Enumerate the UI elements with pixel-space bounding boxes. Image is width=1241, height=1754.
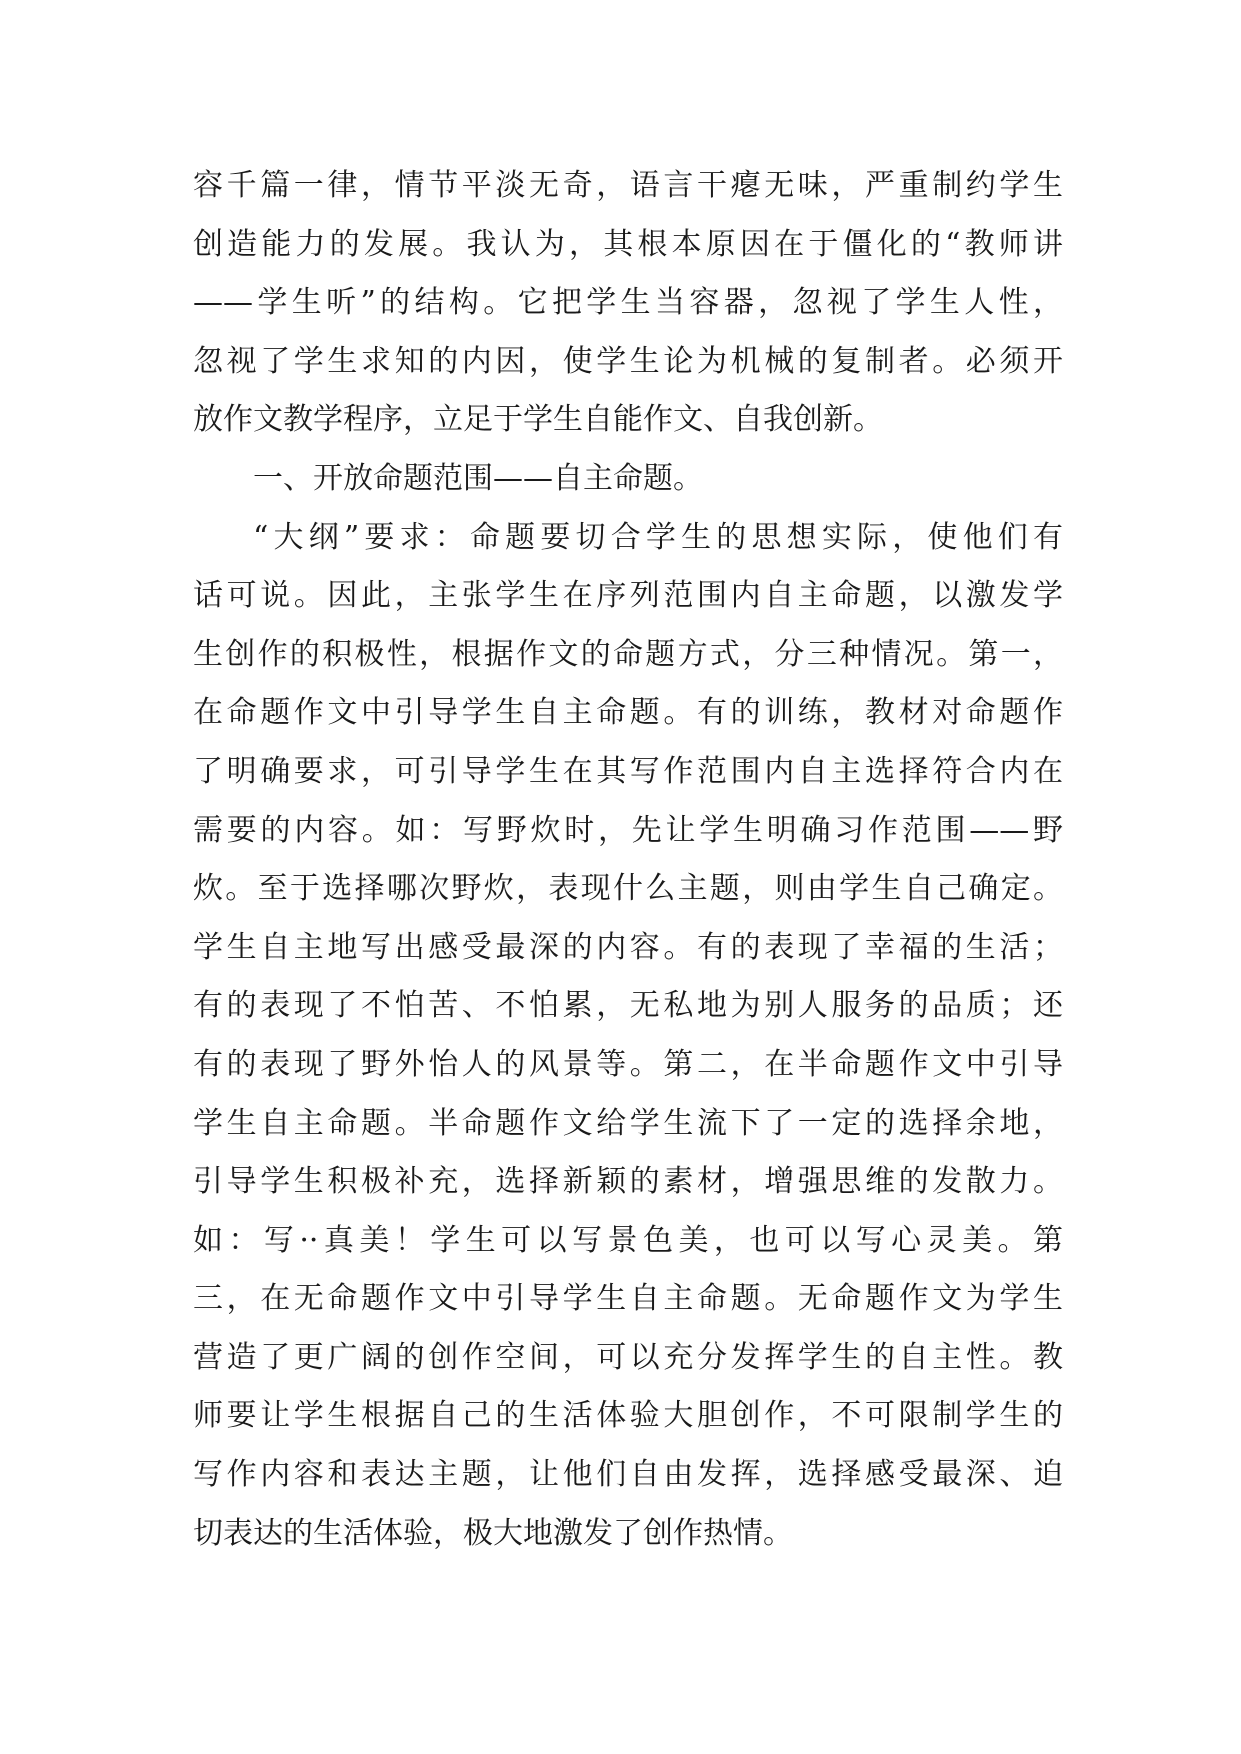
body-text [193,157,1063,1563]
text-line: 学生自主地写出感受最深的内容。有的表现了幸福的生活； [193,929,1063,965]
text-line: 创造能力的发展。我认为，其根本原因在于僵化的“教师讲 [193,226,1063,262]
text-line: 生创作的积极性，根据作文的命题方式，分三种情况。第一， [193,636,1063,672]
text-line: 在命题作文中引导学生自主命题。有的训练，教材对命题作 [193,695,1063,731]
text-line: 师要让学生根据自己的生活体验大胆创作，不可限制学生的 [193,1398,1063,1434]
text-line: 放作文教学程序，立足于学生自能作文、自我创新。 [193,402,883,438]
text-line: 引导学生积极补充，选择新颖的素材，增强思维的发散力。 [193,1164,1063,1200]
text-line: 炊。至于选择哪次野炊，表现什么主题，则由学生自己确定。 [193,871,1063,907]
text-line: 容千篇一律，情节平淡无奇，语言干瘪无味，严重制约学生 [193,168,1063,203]
text-line: 学生自主命题。半命题作文给学生流下了一定的选择余地， [193,1105,1063,1141]
text-line: 写作内容和表达主题，让他们自由发挥，选择感受最深、迫 [193,1457,1063,1493]
text-line: 忽视了学生求知的内因，使学生论为机械的复制者。必须开 [193,343,1063,379]
text-line: 有的表现了不怕苦、不怕累，无私地为别人服务的品质；还 [193,988,1063,1024]
text-line: 需要的内容。如：写野炊时，先让学生明确习作范围——野 [193,812,1063,848]
text-line: 了明确要求，可引导学生在其写作范围内自主选择符合内在 [193,753,1063,789]
text-line: 切表达的生活体验，极大地激发了创作热情。 [193,1515,793,1551]
text-line: ——学生听”的结构。它把学生当容器，忽视了学生人性， [193,285,1063,321]
text-line: 如：写··真美！学生可以写景色美，也可以写心灵美。第 [193,1222,1063,1258]
text-line: 营造了更广阔的创作空间，可以充分发挥学生的自主性。教 [193,1339,1063,1375]
text-line: 有的表现了野外怡人的风景等。第二，在半命题作文中引导 [193,1046,1063,1082]
text-line: “大纲”要求：命题要切合学生的思想实际，使他们有 [253,519,1063,555]
section-heading: 一、开放命题范围——自主命题。 [253,460,703,496]
text-line: 三，在无命题作文中引导学生自主命题。无命题作文为学生 [193,1281,1063,1317]
text-line: 话可说。因此，主张学生在序列范围内自主命题，以激发学 [193,578,1063,614]
